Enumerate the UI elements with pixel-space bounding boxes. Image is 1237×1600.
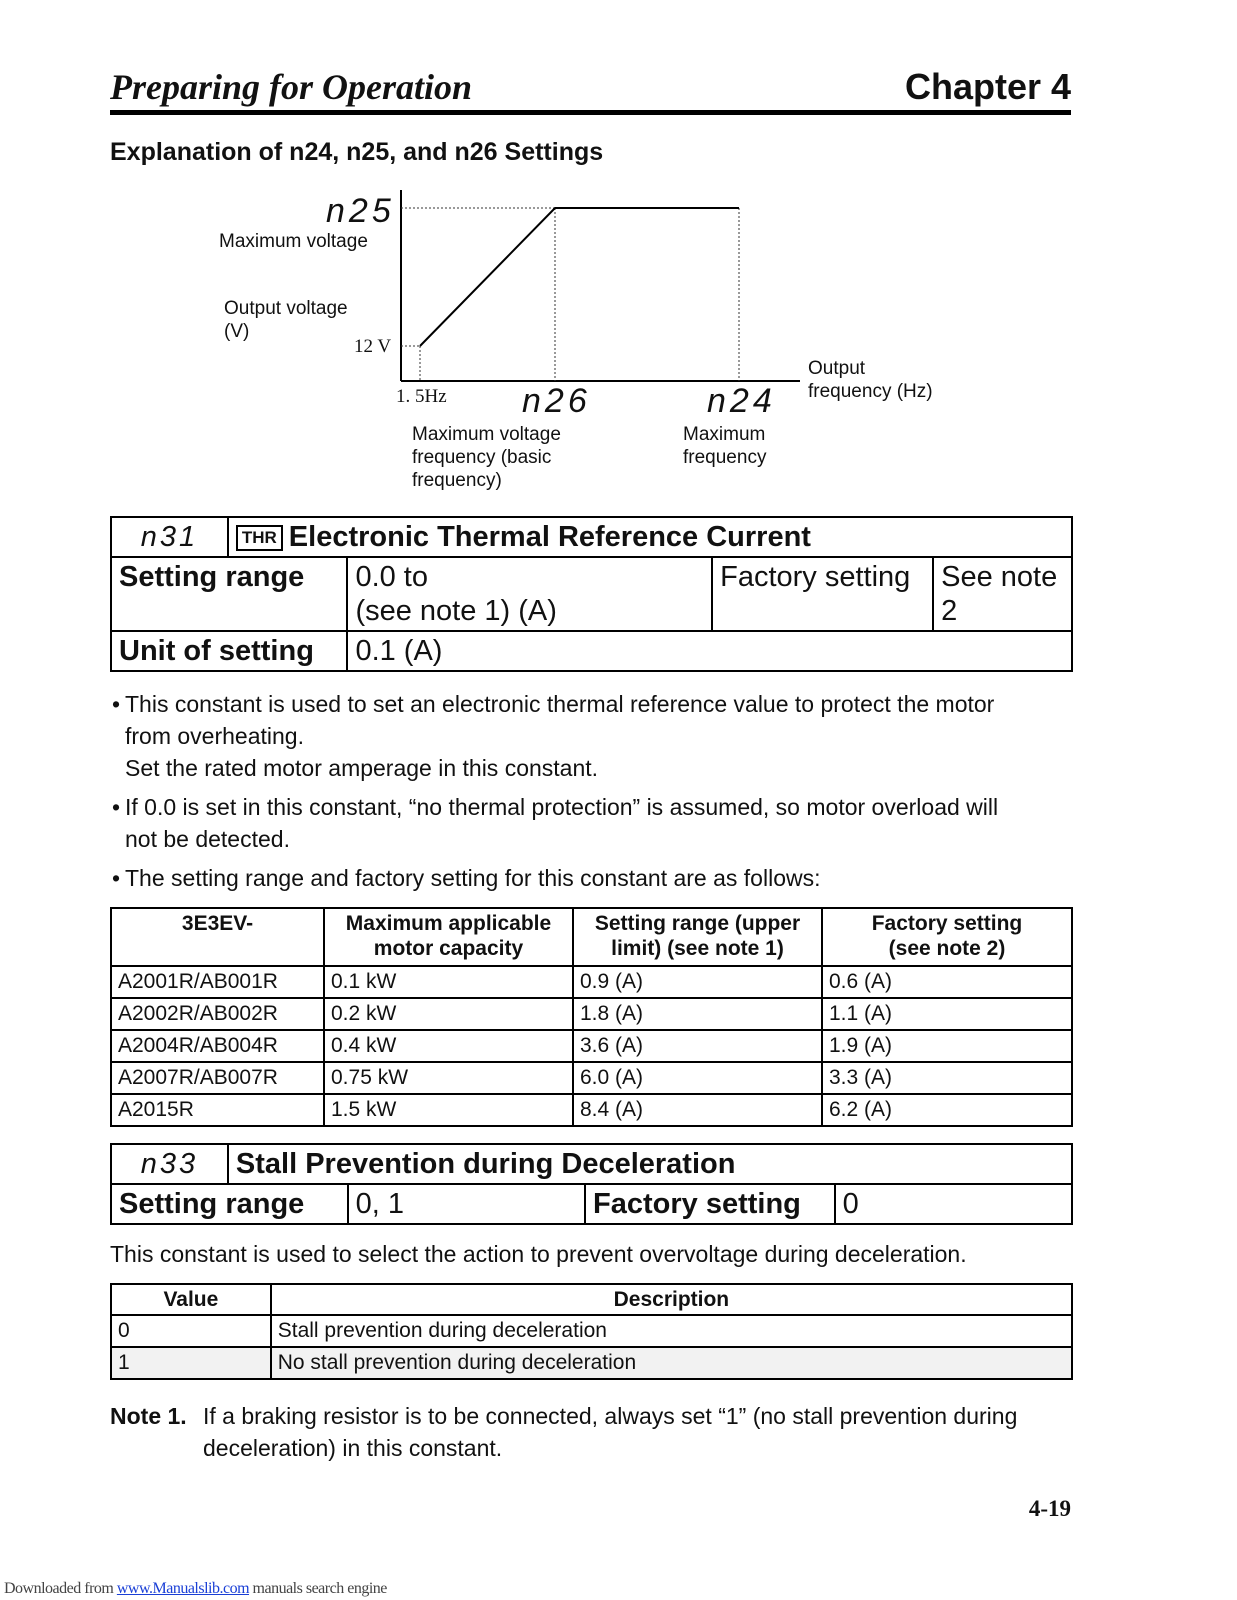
table-row bbox=[111, 998, 1072, 1030]
table-cell: 6.0 (A) bbox=[573, 1062, 822, 1094]
output-frequency-unit: frequency (Hz) bbox=[808, 381, 933, 402]
table-cell: A2001R/AB001R bbox=[111, 966, 324, 998]
table-cell: A2007R/AB007R bbox=[111, 1062, 324, 1094]
table-cell: 1 bbox=[111, 1347, 271, 1379]
table-cell: Stall prevention during deceleration bbox=[271, 1315, 1072, 1347]
1-5hz-label: 1. 5Hz bbox=[396, 386, 447, 407]
table-cell: A2004R/AB004R bbox=[111, 1030, 324, 1062]
n33-factory-value: 0 bbox=[835, 1184, 1072, 1224]
header-rule bbox=[110, 110, 1071, 115]
note-line-2: deceleration) in this constant. bbox=[203, 1435, 503, 1461]
n31-factory-value: See note 2 bbox=[941, 561, 1058, 627]
bullet-2-line-1: If 0.0 is set in this constant, “no thermal protection” is assumed, so motor overload will bbox=[125, 794, 999, 820]
n31-setting-range-value bbox=[347, 557, 712, 631]
max-voltage-frequency-label-3: frequency) bbox=[412, 470, 502, 491]
page-header-title: Preparing for Operation bbox=[110, 67, 473, 107]
table-row bbox=[111, 1062, 1072, 1094]
col-header-value: Value bbox=[111, 1284, 271, 1315]
table-cell: 0.75 kW bbox=[324, 1062, 573, 1094]
n31-unit-label: Unit of setting bbox=[111, 631, 347, 671]
n33-setting-range-label: Setting range bbox=[111, 1184, 348, 1224]
table-row bbox=[111, 966, 1072, 998]
table-cell: 3.3 (A) bbox=[822, 1062, 1072, 1094]
max-voltage-frequency-label-1: Maximum voltage bbox=[412, 424, 561, 445]
bullet-list bbox=[112, 688, 1077, 894]
table-cell: 0.1 kW bbox=[324, 966, 573, 998]
bullet-1-line-3: Set the rated motor amperage in this constant. bbox=[125, 755, 599, 781]
max-frequency-label-1: Maximum bbox=[683, 424, 766, 445]
note-1 bbox=[110, 1400, 1075, 1464]
thr-badge: THR bbox=[236, 525, 283, 551]
n24-code: n24 bbox=[707, 382, 776, 420]
col-header-description: Description bbox=[271, 1284, 1072, 1315]
vf-diagram-graph bbox=[0, 180, 1237, 500]
chapter-label: Chapter 4 bbox=[904, 66, 1071, 107]
n31-factory-cell bbox=[712, 557, 1072, 631]
max-frequency-label-2: frequency bbox=[683, 447, 767, 468]
value-table bbox=[110, 1283, 1073, 1380]
table-cell: 3.6 (A) bbox=[573, 1030, 822, 1062]
col-header-setting-range: Setting range (upper limit) (see note 1) bbox=[573, 908, 822, 966]
table-cell: 1.8 (A) bbox=[573, 998, 822, 1030]
table-row bbox=[111, 1094, 1072, 1126]
n31-title-cell bbox=[228, 517, 1072, 557]
capacity-table-header bbox=[111, 908, 1072, 966]
n33-title: Stall Prevention during Deceleration bbox=[228, 1144, 1072, 1184]
n31-code: n31 bbox=[111, 517, 228, 557]
note-label: Note 1. bbox=[110, 1403, 187, 1429]
table-cell: 0.6 (A) bbox=[822, 966, 1072, 998]
table-row bbox=[111, 1030, 1072, 1062]
table-cell: 0.9 (A) bbox=[573, 966, 822, 998]
footer-suffix: manuals search engine bbox=[249, 1580, 387, 1597]
bullet-dot-icon: • bbox=[112, 794, 121, 820]
bullet-3 bbox=[112, 862, 1077, 894]
n33-code: n33 bbox=[111, 1144, 228, 1184]
bullet-1-line-1: This constant is used to set an electronic thermal reference value to protect the motor bbox=[125, 691, 995, 717]
bullet-2 bbox=[112, 791, 1077, 855]
col-header-factory-setting: Factory setting (see note 2) bbox=[822, 908, 1072, 966]
output-frequency-label: Output bbox=[808, 358, 866, 379]
n31-factory-label: Factory setting bbox=[713, 558, 934, 630]
n31-range-line-2: (see note 1) (A) bbox=[355, 595, 557, 627]
table-cell: 0.2 kW bbox=[324, 998, 573, 1030]
n31-parameter-table bbox=[110, 516, 1073, 672]
table-row bbox=[111, 1347, 1072, 1379]
table-cell: 0.4 kW bbox=[324, 1030, 573, 1062]
n31-range-line-1: 0.0 to bbox=[355, 561, 428, 593]
output-voltage-label: Output voltage bbox=[224, 298, 348, 319]
table-cell: A2015R bbox=[111, 1094, 324, 1126]
table-cell: 8.4 (A) bbox=[573, 1094, 822, 1126]
n25-code: n25 bbox=[326, 192, 395, 230]
table-cell: 0 bbox=[111, 1315, 271, 1347]
n31-title: Electronic Thermal Reference Current bbox=[288, 521, 811, 553]
vf-curve bbox=[420, 208, 739, 346]
n33-parameter-table bbox=[110, 1143, 1073, 1225]
max-voltage-frequency-label-2: frequency (basic bbox=[412, 447, 552, 468]
table-cell: A2002R/AB002R bbox=[111, 998, 324, 1030]
col-header-model: 3E3EV- bbox=[111, 908, 324, 966]
page-number: 4-19 bbox=[1028, 1496, 1071, 1521]
bullet-dot-icon: • bbox=[112, 691, 121, 717]
n33-setting-range-value: 0, 1 bbox=[348, 1184, 585, 1224]
bullet-dot-icon: • bbox=[112, 865, 121, 891]
n33-description: This constant is used to select the action to prevent overvoltage during deceleration. bbox=[110, 1241, 967, 1267]
capacity-table bbox=[110, 907, 1073, 1127]
manualslib-link[interactable]: www.Manualslib.com bbox=[116, 1580, 250, 1597]
bullet-3-line-1: The setting range and factory setting for this constant are as follows: bbox=[125, 865, 821, 891]
n33-factory-label: Factory setting bbox=[585, 1184, 835, 1224]
table-cell: 6.2 (A) bbox=[822, 1094, 1072, 1126]
vf-diagram bbox=[0, 180, 1237, 500]
bullet-1 bbox=[112, 688, 1077, 784]
n26-code: n26 bbox=[522, 382, 591, 420]
n31-unit-value: 0.1 (A) bbox=[347, 631, 1072, 671]
max-voltage-label: Maximum voltage bbox=[219, 231, 368, 252]
col-header-capacity: Maximum applicable motor capacity bbox=[324, 908, 573, 966]
table-cell: 1.1 (A) bbox=[822, 998, 1072, 1030]
value-table-header bbox=[111, 1284, 1072, 1315]
bullet-2-line-2: not be detected. bbox=[125, 826, 290, 852]
output-voltage-unit: (V) bbox=[224, 321, 250, 342]
table-cell: No stall prevention during deceleration bbox=[271, 1347, 1072, 1379]
table-row bbox=[111, 1315, 1072, 1347]
12v-label: 12 V bbox=[354, 336, 392, 357]
n31-setting-range-label: Setting range bbox=[111, 557, 347, 631]
section-title: Explanation of n24, n25, and n26 Settings bbox=[110, 138, 604, 166]
footer bbox=[4, 1580, 387, 1598]
footer-prefix: Downloaded from bbox=[4, 1580, 117, 1597]
table-cell: 1.5 kW bbox=[324, 1094, 573, 1126]
table-cell: 1.9 (A) bbox=[822, 1030, 1072, 1062]
note-line-1: If a braking resistor is to be connected, always set “1” (no stall prevention during bbox=[203, 1403, 1018, 1429]
bullet-1-line-2: from overheating. bbox=[125, 723, 304, 749]
